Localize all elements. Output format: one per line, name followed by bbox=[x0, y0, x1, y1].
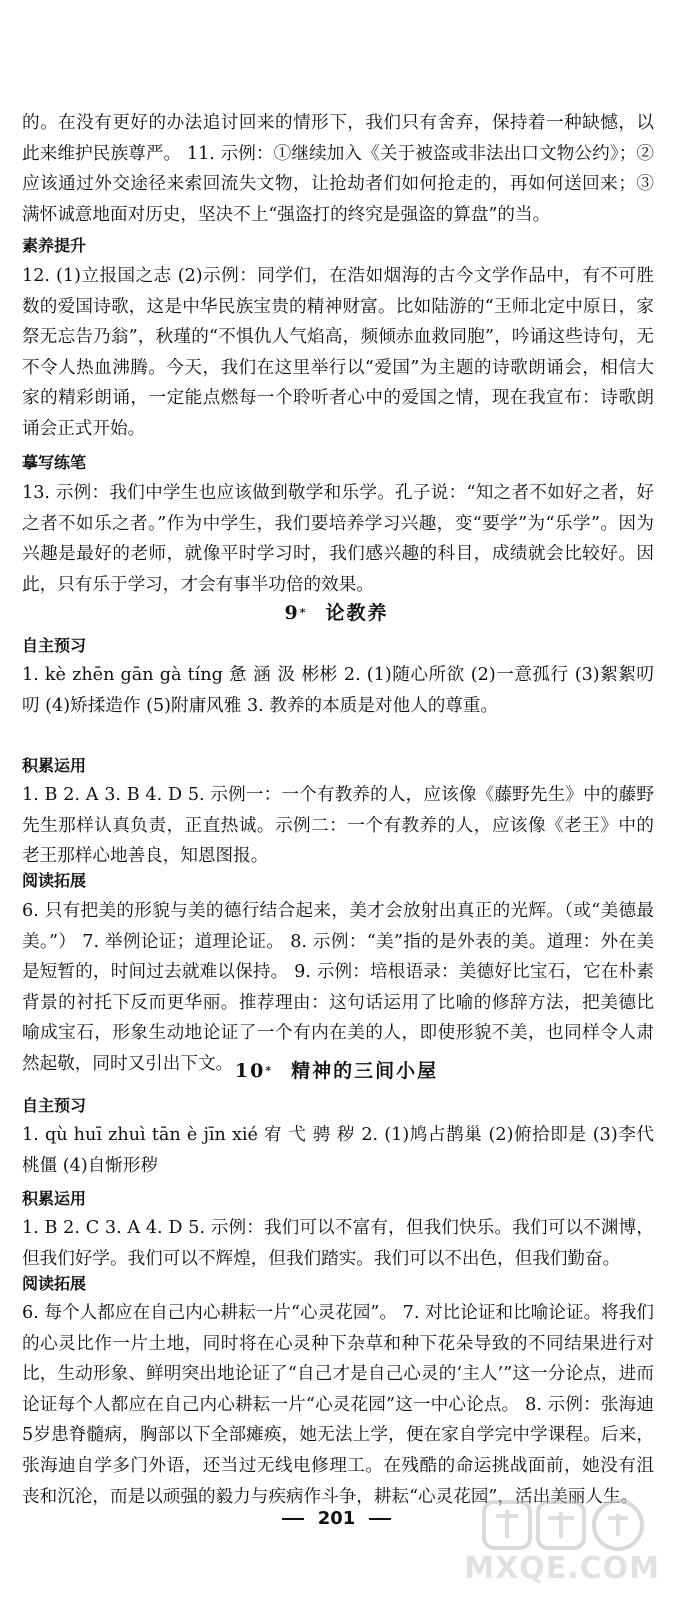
watermark-logo-icon bbox=[440, 1496, 666, 1556]
lesson-10-title bbox=[0, 1058, 673, 1084]
page-number-dash-right bbox=[369, 1518, 391, 1520]
lesson-9-star: * bbox=[299, 606, 308, 619]
section-heading-suyang: 素养提升 bbox=[22, 236, 87, 255]
page-number-text: 201 bbox=[317, 1508, 356, 1529]
lesson-9-yuedu-paragraph: 6. 只有把美的形貌与美的德行结合起来，美才会放射出真正的光辉。（或“美德最美。”） 7. 举例论证；道理论证。 8. 示例：“美”指的是外表的美。道理：外在美是短暂的，时间过去就难以保持。 9. 示例：培根语录：美德好比宝石，它在朴素背景的衬托下反而更华丽。推荐理由：这句话运用了比喻的修辞方法，把美德比喻成宝石，形象生动地论证了一个有内在美的人，即使形貌不美，也同样令人肃然起敬，同时又引出下文。 bbox=[22, 901, 654, 1074]
lesson-9-zizhu-paragraph: 1. kè zhēn gān gà tíng 惫 涵 汲 彬彬 2. (1)随心所欲 (2)一意孤行 (3)絮絮叨叨 (4)矫揉造作 (5)附庸风雅 3. 教养的本质是对他人的尊重。 bbox=[22, 665, 654, 716]
lesson-10-number: 10 bbox=[234, 1060, 266, 1082]
answer-12-paragraph: 12. (1)立报国之志 (2)示例：同学们，在浩如烟海的古今文学作品中，有不可胜数的爱国诗歌，这是中华民族宝贵的精神财富。比如陆游的“王师北定中原日，家祭无忘告乃翁”，秋瑾的“不惧仇人气焰高，频倾赤血救同胞”，吟诵这些诗句，无不令人热血沸腾。今天，我们在这里举行以“爱国”为主题的诗歌朗诵会，相信大家的精彩朗诵，一定能点燃每一个聆听者心中的爱国之情，现在我宣布：诗歌朗诵会正式开始。 bbox=[22, 266, 654, 439]
section-heading-zizhu-9: 自主预习 bbox=[22, 636, 87, 655]
section-heading-yuedu-10: 阅读拓展 bbox=[22, 1274, 87, 1293]
lesson-9-title bbox=[0, 600, 673, 626]
lesson-10-jilei-paragraph: 1. B 2. C 3. A 4. D 5. 示例：我们可以不富有，但我们快乐。我们可以不渊博，但我们好学。我们可以不辉煌，但我们踏实。我们可以不出色，但我们勤奋。 bbox=[22, 1218, 654, 1269]
lesson-10-zizhu-paragraph: 1. qù huī zhuì tān è jīn xié 宥 弋 骋 秽 2. (1)鸠占鹊巢 (2)俯拾即是 (3)李代桃僵 (4)自惭形秽 bbox=[22, 1125, 654, 1176]
lesson-9-jilei-paragraph: 1. B 2. A 3. B 4. D 5. 示例一：一个有教养的人，应该像《藤野先生》中的藤野先生那样认真负责，正直热诚。示例二：一个有教养的人，应该像《老王》中的老王那样心地善良，知恩图报。 bbox=[22, 785, 654, 867]
section-heading-moxie: 摹写练笔 bbox=[22, 453, 87, 472]
answer-13-paragraph: 13. 示例：我们中学生也应该做到敬学和乐学。孔子说：“知之者不如好之者，好之者不如乐之者。”作为中学生，我们要培养学习兴趣，变“要学”为“乐学”。因为兴趣是最好的老师，就像平时学习时，我们感兴趣的科目，成绩就会比较好。因此，只有乐于学习，才会有事半功倍的效果。 bbox=[22, 483, 654, 595]
watermark-logo bbox=[440, 1496, 666, 1588]
watermark-domain: MXQE.COM bbox=[464, 1551, 660, 1586]
section-heading-jilei-10: 积累运用 bbox=[22, 1189, 87, 1208]
page-number-dash-left bbox=[282, 1518, 304, 1520]
lesson-9-number: 9 bbox=[284, 602, 300, 624]
section-heading-zizhu-10: 自主预习 bbox=[22, 1096, 87, 1115]
intro-paragraph: 的。在没有更好的办法追讨回来的情形下，我们只有舍弃，保持着一种缺憾，以此来维护民族尊严。 11. 示例：①继续加入《关于被盗或非法出口文物公约》；②应该通过外交途径来索回流失文物，让抢劫者们如何抢走的，再如何送回来；③满怀诚意地面对历史，坚决不上“强盗打的终究是强盗的算盘”的当。 bbox=[22, 113, 654, 225]
lesson-10-star: * bbox=[265, 1064, 274, 1077]
section-heading-jilei-9: 积累运用 bbox=[22, 756, 87, 775]
lesson-10-yuedu-paragraph: 6. 每个人都应在自己内心耕耘一片“心灵花园”。 7. 对比论证和比喻论证。将我们的心灵比作一片土地，同时将在心灵种下杂草和种下花朵导致的不同结果进行对比，生动形象、鲜明突出地论证了“自己才是自己心灵的‘主人’”这一分论点，进而论证每个人都应在自己内心耕耘一片“心灵花园”这一中心论点。 8. 示例：张海迪5岁患脊髓病，胸部以下全部瘫痪，她无法上学，便在家自学完中学课程。后来，张海迪自学多门外语，还当过无线电修理工。在残酷的命运挑战面前，她没有沮丧和沉沦，而是以顽强的毅力与疾病作斗争，耕耘“心灵花园”，活出美丽人生。 bbox=[22, 1303, 654, 1507]
section-heading-yuedu-9: 阅读拓展 bbox=[22, 871, 87, 890]
lesson-9-title-text: 论教养 bbox=[325, 602, 389, 624]
lesson-10-title-text: 精神的三间小屋 bbox=[291, 1060, 439, 1082]
